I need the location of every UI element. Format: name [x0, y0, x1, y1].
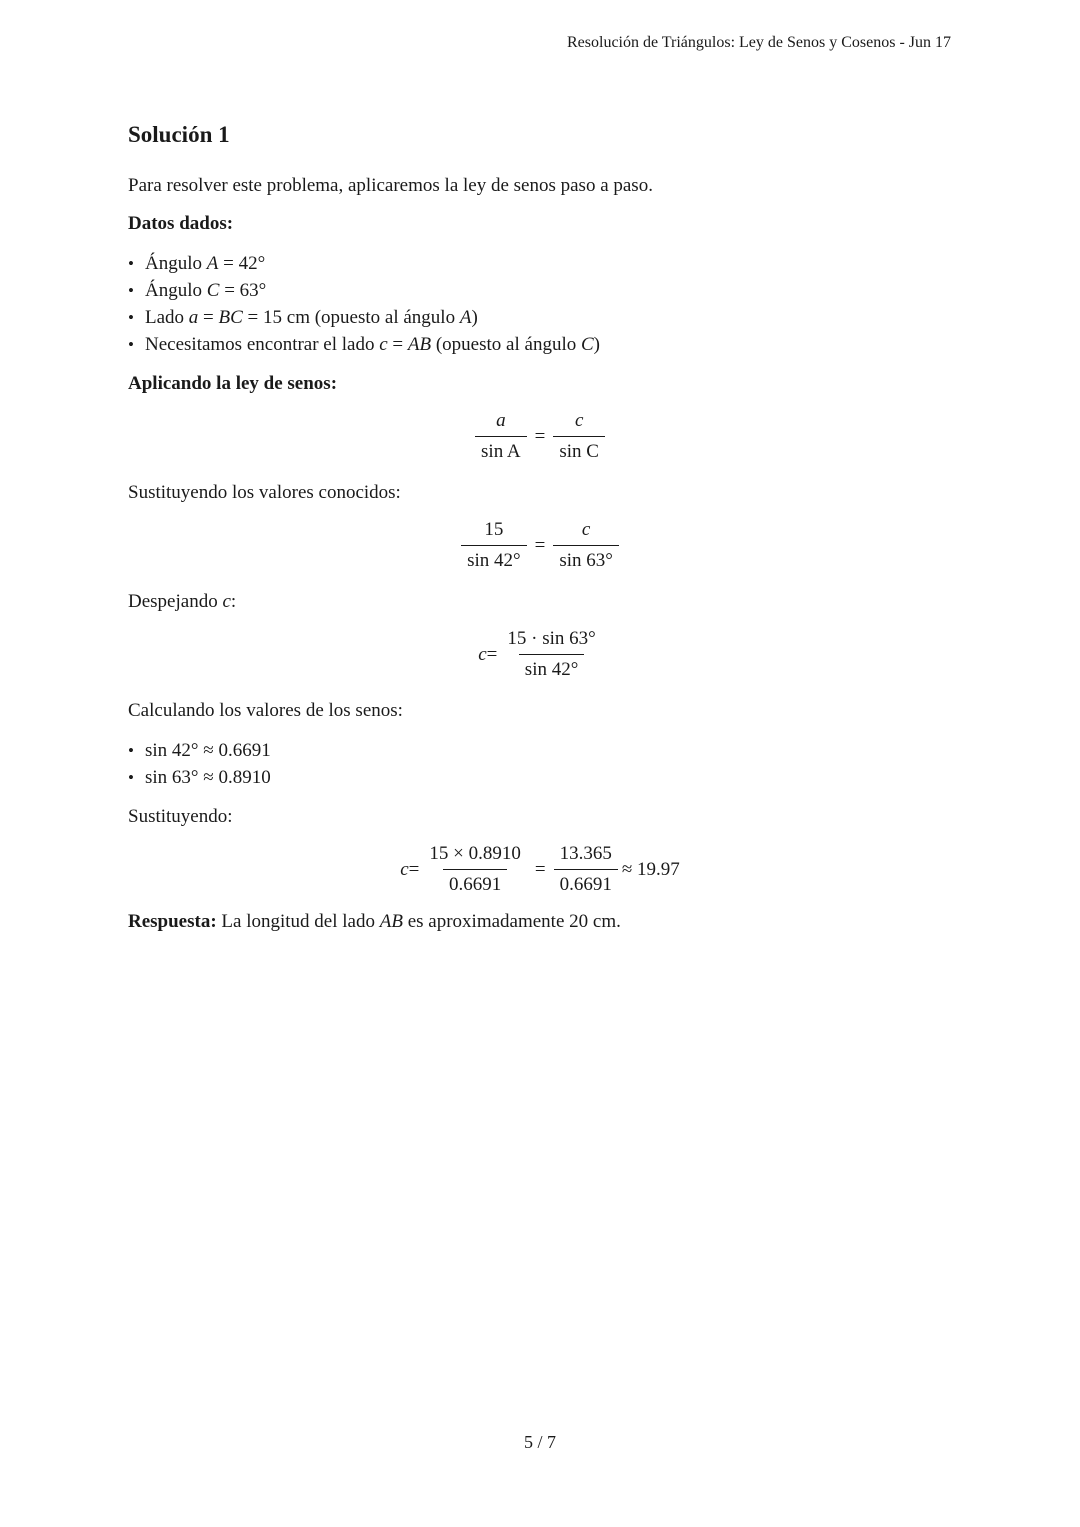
- list-item: • Ángulo A = 42°: [128, 250, 952, 277]
- substitute-label: Sustituyendo los valores conocidos:: [128, 482, 401, 503]
- list-item: • Necesitamos encontrar el lado c = AB (opuesto al ángulo C): [128, 331, 952, 358]
- law-of-sines-equation: $\frac{a}{\text{sin A}}$ = $\frac{c}{\text{sin C}}$: [128, 410, 952, 463]
- list-item: • sin 63° ≈ 0.8910: [128, 764, 952, 791]
- sines-label: Calculando los valores de los senos:: [128, 700, 403, 721]
- solution-section: [128, 122, 952, 948]
- intro-paragraph: Para resolver este problema, aplicaremos la ley de senos paso a paso.: [128, 175, 653, 196]
- given-data-list: [128, 250, 952, 358]
- page-number: 5 / 7: [523, 1432, 556, 1452]
- law-heading: Aplicando la ley de senos:: [128, 373, 338, 394]
- final-equation: c = $\frac{15 \times 0.8910}{0.6691}$ = $\frac{13.365}{0.6691}$ ≈ 19.97: [400, 843, 680, 895]
- substituting-label: Sustituyendo:: [128, 806, 233, 827]
- data-heading: Datos dados:: [128, 213, 234, 234]
- substituted-equation: $\frac{15}{\sin 42^\circ}$ = $\frac{c}{\sin 63^\circ}$: [128, 519, 952, 572]
- solve-label: Despejando c:: [128, 591, 237, 612]
- running-header: Resolución de Triángulos: Ley de Senos y Cosenos - Jun 17: [567, 34, 951, 51]
- answer-paragraph: Respuesta: La longitud del lado AB es aproximadamente 20 cm.: [128, 911, 621, 932]
- solved-equation: c = $\frac{15 \cdot \sin 63^\circ}{\sin 42^\circ}$: [478, 628, 596, 680]
- list-item: • Lado a = BC = 15 cm (opuesto al ángulo A): [128, 304, 952, 331]
- sine-values-list: [128, 737, 952, 791]
- section-title: Solución 1: [128, 122, 230, 147]
- list-item: • Ángulo C = 63°: [128, 277, 952, 304]
- list-item: • sin 42° ≈ 0.6691: [128, 737, 952, 764]
